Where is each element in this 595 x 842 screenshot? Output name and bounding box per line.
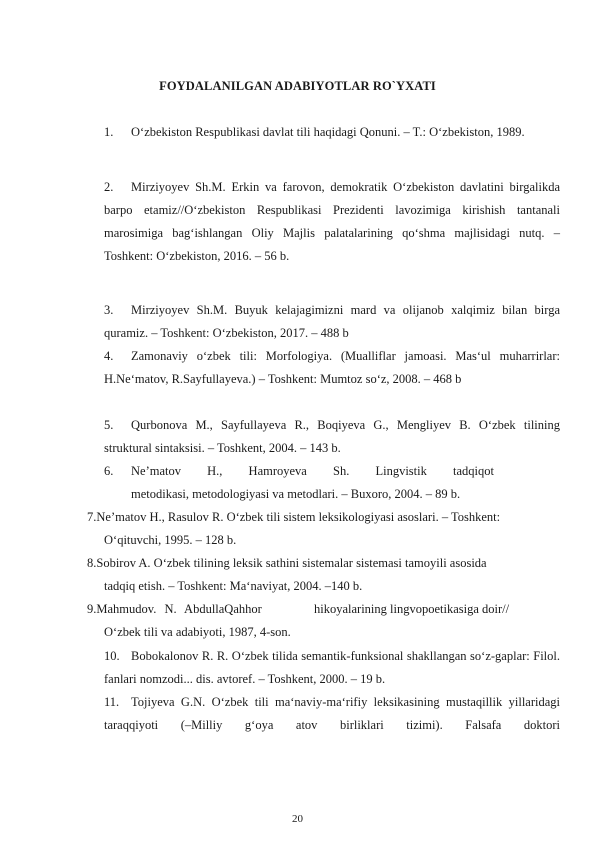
reference-text: Mirziyoyev Sh.M. Erkin va farovon, demokratik O‘zbekiston davlatini birgalikda barpo etamiz//O‘zbekiston Respublikasi Prezidenti lavozimiga kirishish tantanali marosimiga bag‘ishlangan Oliy Majlis palatalarining qo‘shma majlisidagi nutq. – Toshkent: O‘zbekiston, 2016. – 56 b.: [104, 180, 560, 263]
reference-item: [104, 645, 560, 691]
reference-text: Ne’matov H., Hamroyeva Sh. Lingvistik tadqiqot: [131, 464, 494, 478]
reference-number: 8.: [87, 556, 97, 570]
reference-text: tadqiq etish. – Toshkent: Ma‘naviyat, 2004. –140 b.: [104, 579, 363, 593]
reference-number: 4.: [104, 349, 114, 363]
reference-number: 3.: [104, 303, 114, 317]
reference-text: O‘zbek tili va adabiyoti, 1987, 4-son.: [104, 625, 291, 639]
reference-item: [87, 552, 487, 575]
reference-number: 2.: [104, 180, 114, 194]
reference-number: 7.: [87, 510, 97, 524]
reference-number: 10.: [104, 649, 120, 663]
reference-text: O‘zbekiston Respublikasi davlat tili haqidagi Qonuni. – T.: O‘zbekiston, 1989.: [131, 125, 525, 139]
reference-text: hikoyalarining lingvopoetikasiga doir//: [314, 602, 510, 616]
reference-text: Mirziyoyev Sh.M. Buyuk kelajagimizni mard va olijanob xalqimiz bilan birga quramiz. – Toshkent: O‘zbekiston, 2017. – 488 b: [104, 303, 560, 340]
reference-number: 6.: [104, 464, 114, 478]
reference-item: [104, 414, 560, 460]
reference-number: 9.: [87, 602, 97, 616]
reference-text: Sobirov A. O‘zbek tilining leksik sathini sistemalar sistemasi tamoyili asosida: [96, 556, 487, 570]
page-title: FOYDALANILGAN ADABIYOTLAR RO`YXATI: [159, 79, 436, 93]
reference-text: Zamonaviy o‘zbek tili: Morfologiya. (Mualliflar jamoasi. Mas‘ul muharrirlar: H.Ne‘matov, R.Sayfullayeva.) – Toshkent: Mumtoz so‘z, 2008. – 468 b: [104, 349, 560, 386]
reference-item: [104, 460, 494, 483]
reference-text: Tojiyeva G.N. O‘zbek tili ma‘naviy-ma‘rifiy leksikasining mustaqillik yillaridagi taraqqiyoti (–Milliy g‘oya atov birliklari tizimi). Falsafa doktori: [104, 695, 560, 732]
reference-text: Ne’matov H., Rasulov R. O‘zbek tili sistem leksikologiyasi asoslari. – Toshkent:: [96, 510, 501, 524]
page-number: 20: [292, 813, 303, 825]
reference-number: 11.: [104, 695, 120, 709]
reference-item: [87, 598, 262, 621]
reference-item: [104, 299, 560, 345]
reference-text: Mahmudov. N. AbdullaQahhor: [96, 602, 262, 616]
reference-item: [104, 176, 560, 268]
reference-item: [104, 691, 560, 737]
reference-number: 5.: [104, 418, 114, 432]
reference-number: 1.: [104, 125, 114, 139]
reference-item: [104, 345, 560, 391]
reference-item: [87, 506, 500, 529]
reference-text: Bobokalonov R. R. O‘zbek tilida semantik-funksional shakllangan so‘z-gaplar: Filol. fanlari nomzodi... dis. avtoref. – Toshkent, 2000. – 19 b.: [104, 649, 560, 686]
reference-text: Qurbonova M., Sayfullayeva R., Boqiyeva G., Mengliyev B. O‘zbek tilining struktural sintaksisi. – Toshkent, 2004. – 143 b.: [104, 418, 560, 455]
reference-text: metodikasi, metodologiyasi va metodlari. – Buxoro, 2004. – 89 b.: [131, 487, 461, 501]
reference-item: [104, 121, 560, 144]
reference-text: O‘qituvchi, 1995. – 128 b.: [104, 533, 237, 547]
